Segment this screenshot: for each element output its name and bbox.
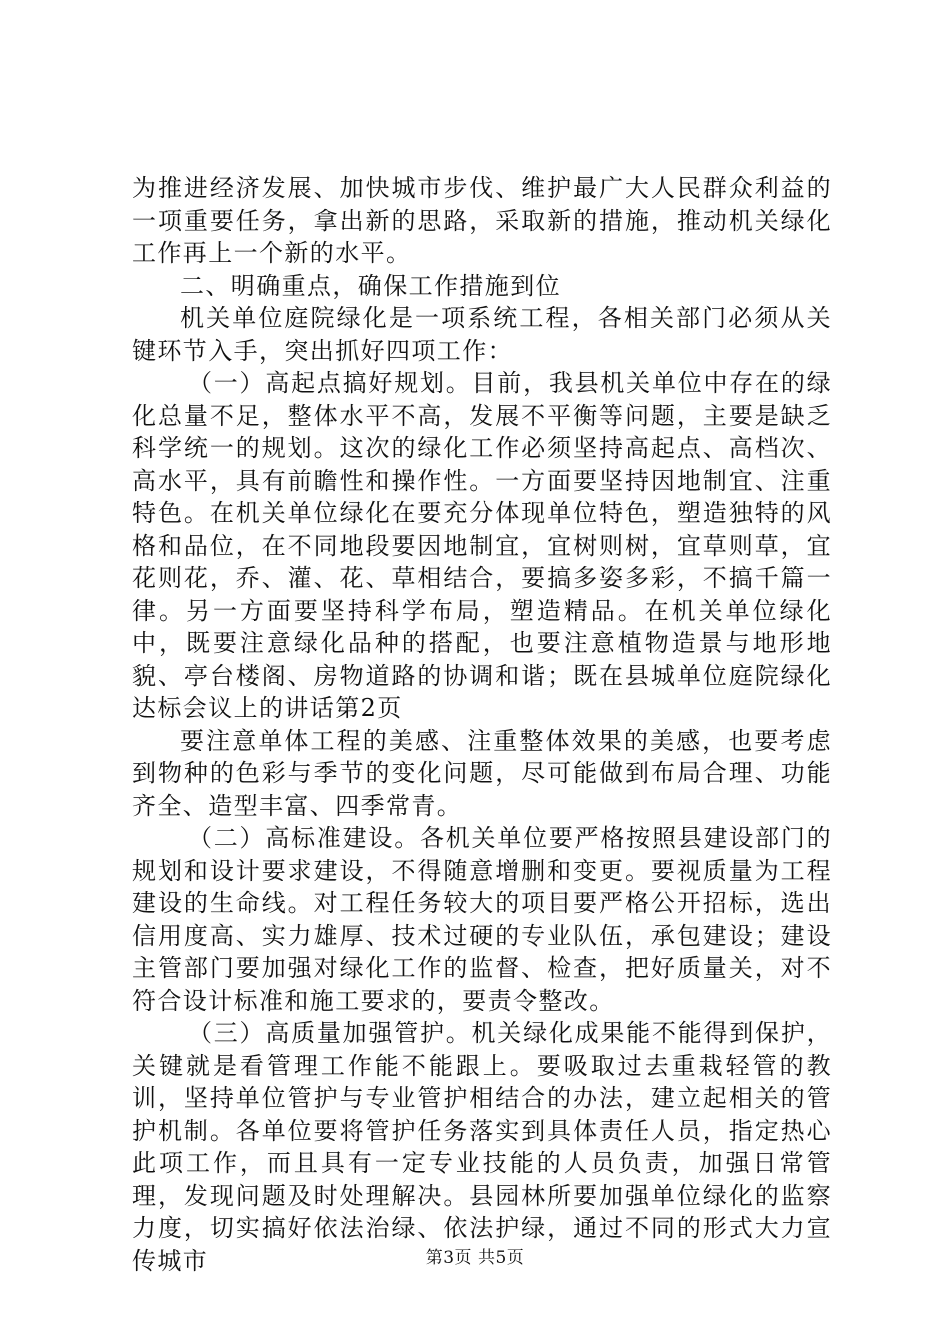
section-heading: 二、明确重点，确保工作措施到位 xyxy=(180,271,561,300)
body-paragraph-item-3: （三）高质量加强管护。机关绿化成果能不能得到保护，关键就是看管理工作能不能跟上。要吸取过去重栽轻管的教训，坚持单位管护与专业管护相结合的办法，建立起相关的管护机制。各单位要将管护任务落实到具体责任人员，指定热心此项工作，而且具有一定专业技能的人员负责，加强日常管理，发现问题及时处理解决。县园林所要加强单位绿化的监察力度，切实搞好依法治绿、依法护绿，通过不同的形式大力宣传城市 xyxy=(132,1019,832,1275)
body-paragraph-item-1: （一）高起点搞好规划。目前，我县机关单位中存在的绿化总量不足，整体水平不高，发展不平衡等问题，主要是缺乏科学统一的规划。这次的绿化工作必须坚持高起点、高档次、高水平，具有前瞻性和操作性。一方面要坚持因地制宜、注重特色。在机关单位绿化在要充分体现单位特色，塑造独特的风格和品位，在不同地段要因地制宜，宜树则树，宜草则草，宜花则花，乔、灌、花、草相结合，要搞多姿多彩，不搞千篇一律。另一方面要坚持科学布局，塑造精品。在机关单位绿化中，既要注意绿化品种的搭配，也要注意植物造景与地形地貌、亭台楼阁、房物道路的协调和谐；既在县城单位庭院绿化达标会议上的讲话第2页 xyxy=(132,369,832,722)
document-body xyxy=(132,172,832,1277)
body-paragraph-item-1-cont: 要注意单体工程的美感、注重整体效果的美感，也要考虑到物种的色彩与季节的变化问题，尽可能做到布局合理、功能齐全、造型丰富、四季常青。 xyxy=(132,726,832,820)
page-number-footer: 第3页 共5页 xyxy=(425,1248,525,1268)
body-paragraph-intro: 机关单位庭院绿化是一项系统工程，各相关部门必须从关键环节入手，突出抓好四项工作： xyxy=(132,304,832,365)
body-paragraph-continuation: 为推进经济发展、加快城市步伐、维护最广大人民群众利益的一项重要任务，拿出新的思路，采取新的措施，推动机关绿化工作再上一个新的水平。 xyxy=(132,174,832,267)
body-paragraph-item-2: （二）高标准建设。各机关单位要严格按照县建设部门的规划和设计要求建设，不得随意增删和变更。要视质量为工程建设的生命线。对工程任务较大的项目要严格公开招标，选出信用度高、实力雄厚、技术过硬的专业队伍，承包建设；建设主管部门要加强对绿化工作的监督、检查，把好质量关，对不符合设计标准和施工要求的，要责令整改。 xyxy=(132,824,832,1015)
